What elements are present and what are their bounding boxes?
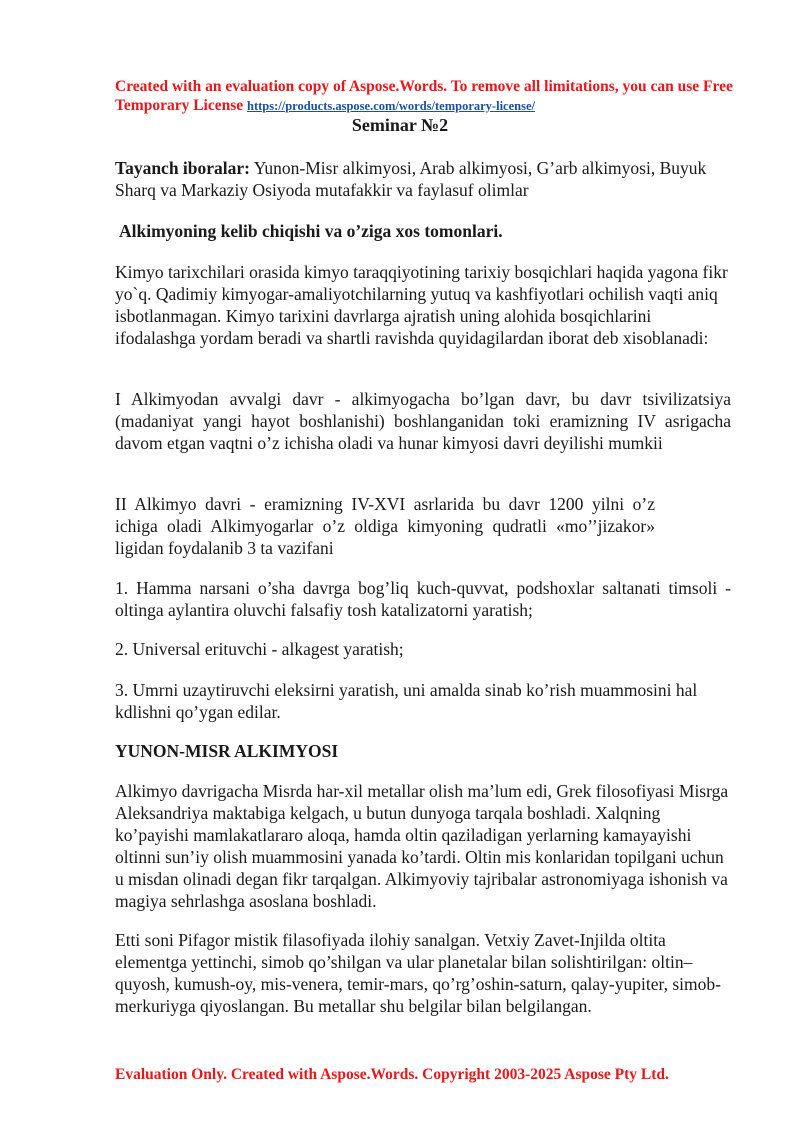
section-heading-origin: Alkimyoning kelib chiqishi va o’ziga xos tomonlari.: [119, 221, 503, 241]
pythagoras-paragraph: Etti soni Pifagor mistik filasofiyada ilohiy sanalgan. Vetxiy Zavet-Injilda oltita elementga yettinchi, simob qo’shilgan va ular planetalar bilan solishtirilgan: oltin–quyosh, kumush-oy, mis-venera, temir-mars, qo’rg’oshin-saturn, qalay-yupiter, simob-merkuriyga qiyoslangan. Bu metallar shu belgilar bilan belgilangan.: [115, 930, 721, 1016]
task-one-paragraph: 1. Hamma narsani o’sha davrga bog’liq kuch-quvvat, podshoxlar saltanati timsoli - oltinga aylantira oluvchi falsafiy tosh katalizatorni yaratish;: [115, 578, 731, 620]
evaluation-footer: Evaluation Only. Created with Aspose.Words. Copyright 2003-2025 Aspose Pty Ltd.: [115, 1066, 669, 1083]
period-one-paragraph: I Alkimyodan avvalgi davr - alkimyogacha bo’lgan davr, bu davr tsivilizatsiya (madaniyat yangi hayot boshlanishi) boshlanganidan toki eramizning IV asrigacha davom etgan vaqtni o’z ichisha oladi va hunar kimyosi davri deyilishi mumkii: [115, 389, 731, 453]
task-two-paragraph: 2. Universal erituvchi - alkagest yaratish;: [115, 639, 404, 659]
evaluation-header-text: Created with an evaluation copy of Aspose.Words. To remove all limitations, you can use Free Temporary License: [115, 78, 733, 114]
period-two-paragraph: II Alkimyo davri - eramizning IV-XVI asrlarida bu davr 1200 yilni o’z ichiga oladi Alkimyogarlar o’z oldiga kimyoning qudratli «mo’’jizakor» ligidan foydalanib 3 ta vazifani: [115, 494, 655, 558]
keywords-paragraph: [115, 157, 731, 201]
greco-egyptian-paragraph: Alkimyo davrigacha Misrda har-xil metallar olish ma’lum edi, Grek filosofiyasi Misrga Aleksandriya maktabiga kelgach, u butun dunyoga tarqala boshladi. Xalqning ko’payishi mamlakatlararo aloqa, hamda oltin qaziladigan yerlarning kamayayishi oltinni sun’iy olish muammosini yanada ko’tardi. Oltin mis konlaridan topilgani uchun u misdan olinadi degan fikr tarqalgan. Alkimyoviy tajribalar astronomiyaga ishonish va magiya sehrlashga asoslana boshladi.: [115, 781, 729, 911]
keywords-label: Tayanch iboralar:: [115, 158, 250, 178]
section-heading-greco-egyptian: YUNON-MISR ALKIMYOSI: [115, 741, 339, 761]
evaluation-header: [115, 77, 755, 116]
intro-paragraph: Kimyo tarixchilari orasida kimyo taraqqiyotining tarixiy bosqichlari haqida yagona fikr yo`q. Qadimiy kimyogar-amaliyotchilarning yutuq va kashfiyotlari ochilish vaqti aniq isbotlanmagan. Kimyo tarixini davrlarga ajratish uning alohida bosqichlarini ifodalashga yordam beradi va shartli ravishda quyidagilardan iborat deb xisoblanadi:: [115, 262, 728, 348]
document-title: Seminar №2: [351, 115, 449, 135]
temporary-license-link[interactable]: https://products.aspose.com/words/temporary-license/: [247, 99, 535, 113]
keywords-text: Yunon-Misr alkimyosi, Arab alkimyosi, G’arb alkimyosi, Buyuk Sharq va Markaziy Osiyoda mutafakkir va faylasuf olimlar: [115, 158, 707, 200]
task-three-paragraph: 3. Umrni uzaytiruvchi eleksirni yaratish, uni amalda sinab ko’rish muammosini hal kdlishni qo’ygan edilar.: [115, 680, 698, 722]
